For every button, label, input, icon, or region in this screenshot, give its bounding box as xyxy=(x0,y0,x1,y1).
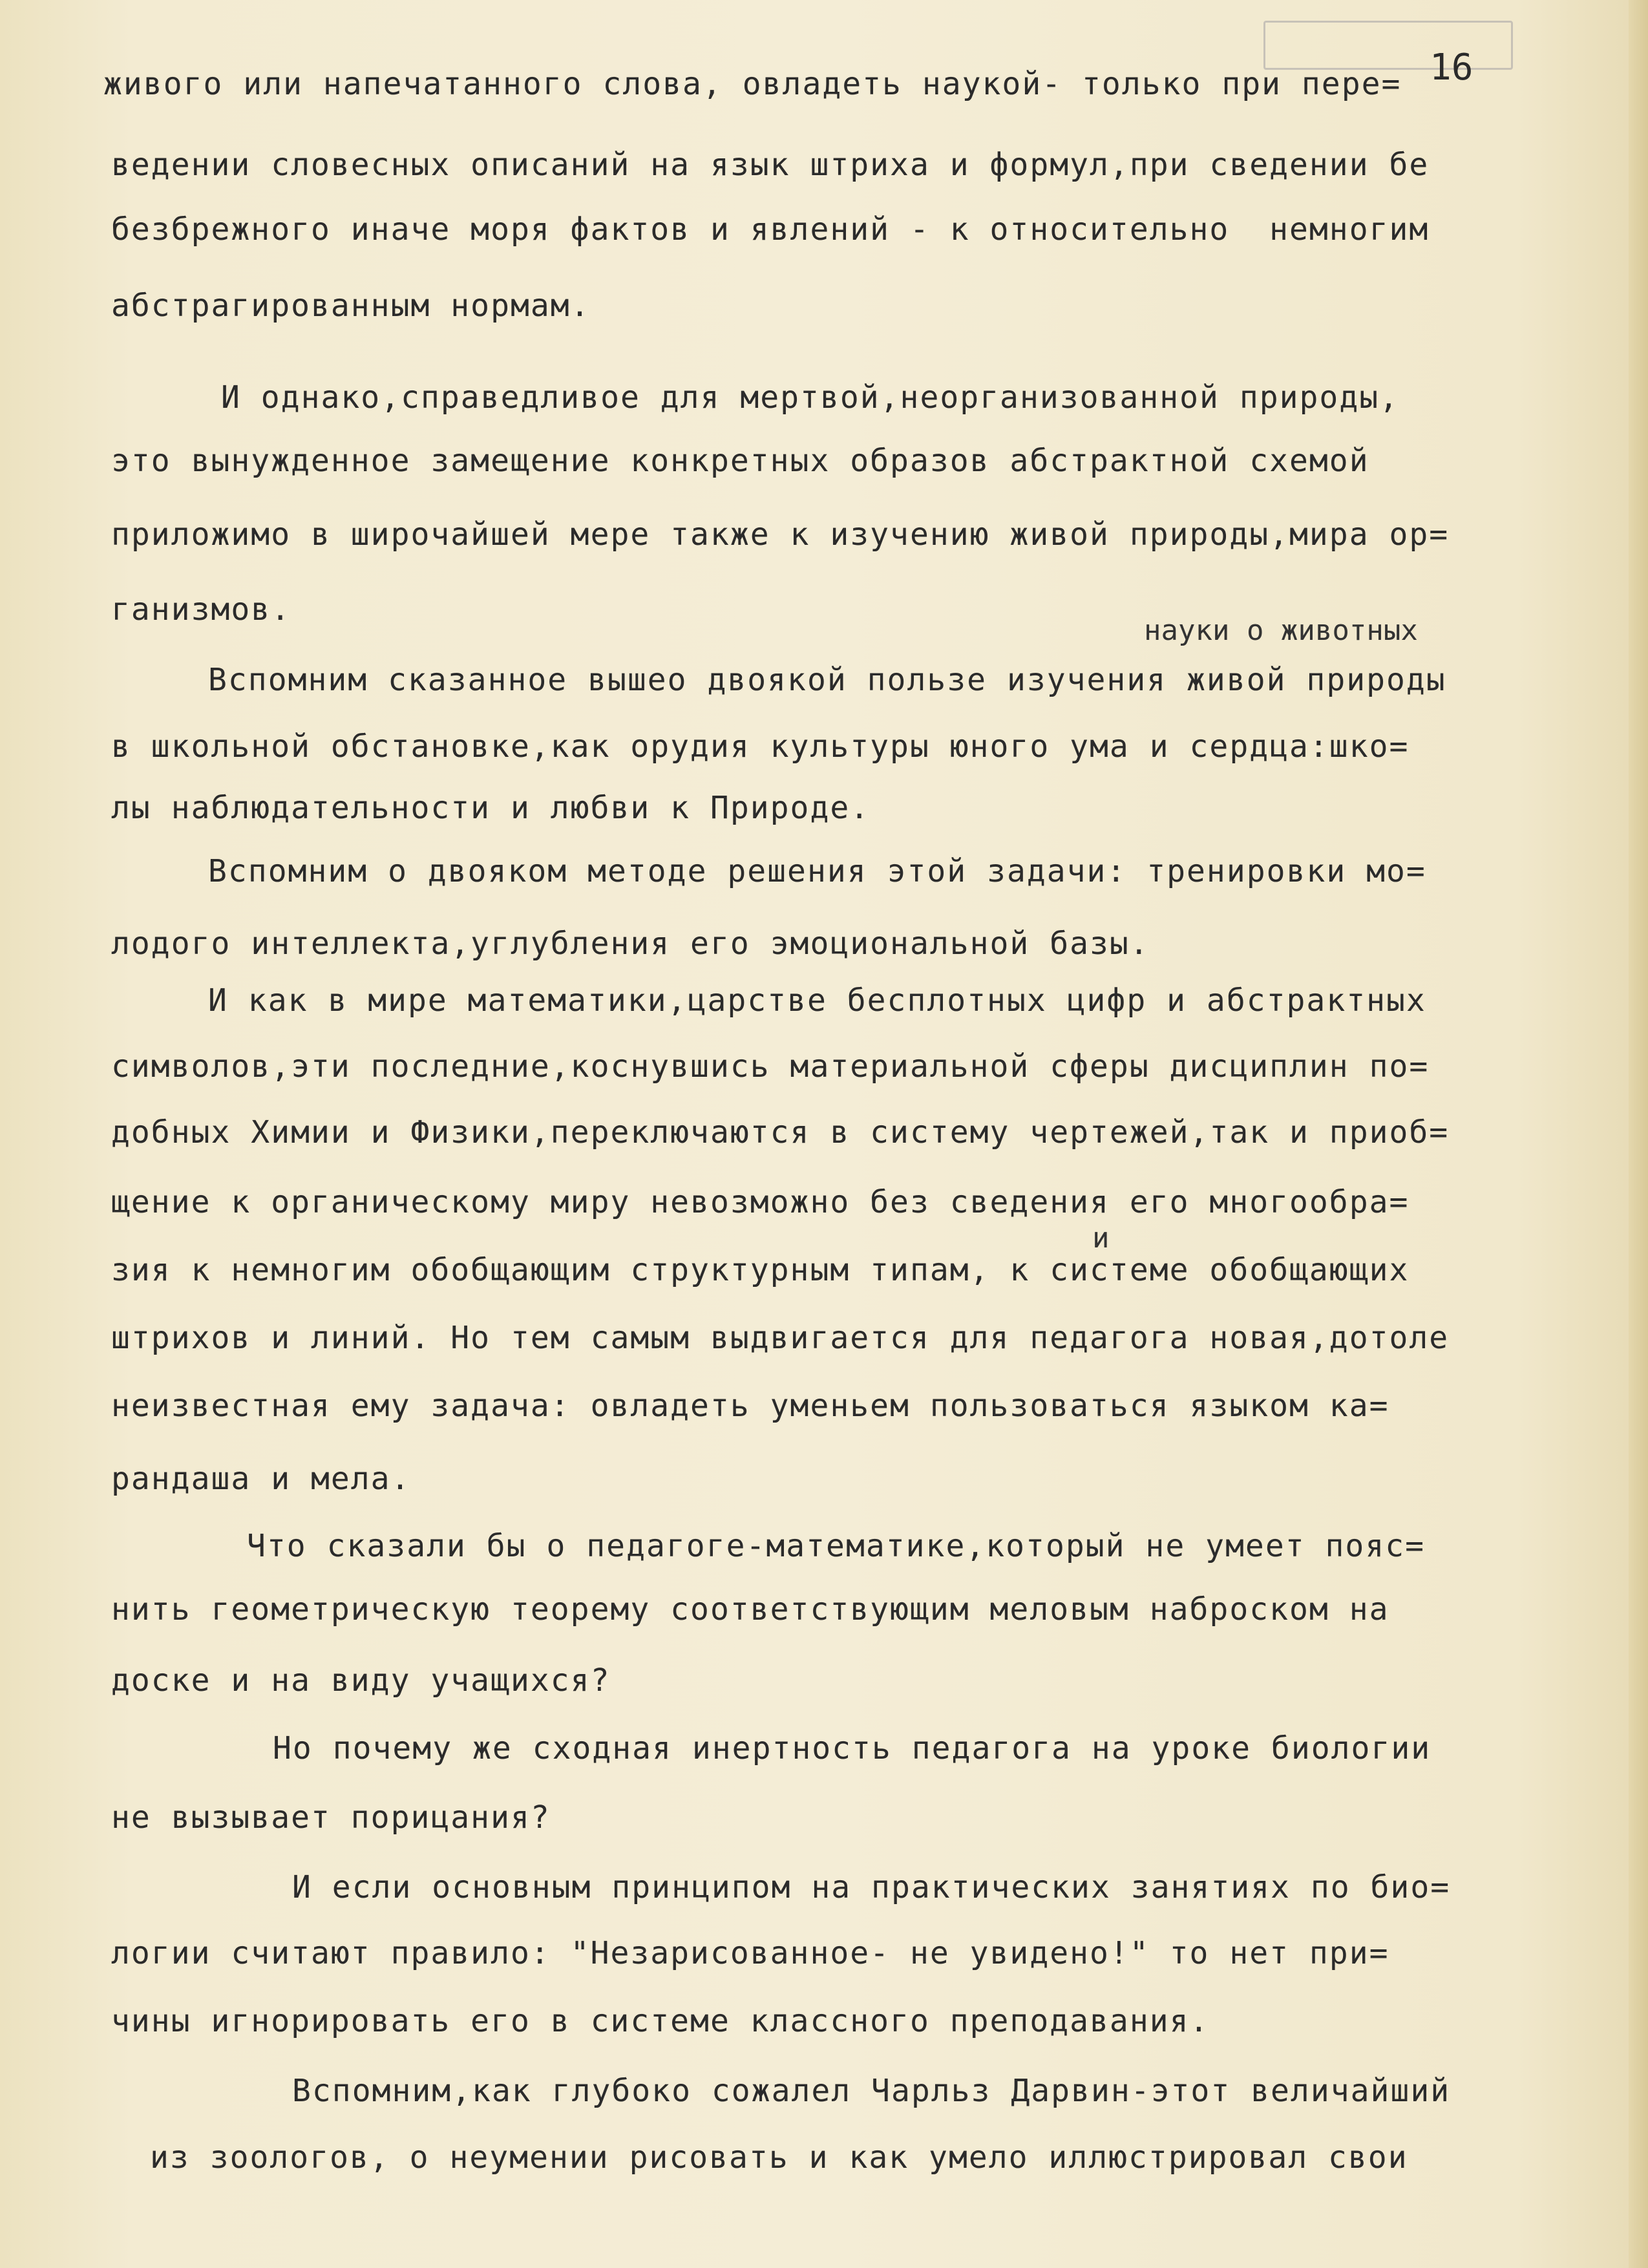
text-line: символов,эти последние,коснувшись материальной сферы дисциплин по= xyxy=(111,1048,1430,1085)
text-line: логии считают правило: "Незарисованное- не увидено!" то нет при= xyxy=(111,1935,1389,1971)
text-line: Но почему же сходная инертность педагога на уроке биологии xyxy=(273,1730,1431,1766)
text-line: лы наблюдательности и любви к Природе. xyxy=(111,790,871,826)
text-line: штрихов и линий. Но тем самым выдвигается для педагога новая,дотоле xyxy=(111,1320,1450,1356)
text-line: приложимо в широчайшей мере также к изучению живой природы,мира ор= xyxy=(111,516,1450,553)
text-line: чины игнорировать его в системе классного преподавания. xyxy=(111,2003,1210,2039)
text-line: И как в мире математики,царстве бесплотных цифр и абстрактных xyxy=(208,982,1426,1019)
text-line: щение к органическому миру невозможно без сведения его многообра= xyxy=(111,1184,1410,1220)
text-line: абстрагированным нормам. xyxy=(111,288,591,324)
text-line: И если основным принципом на практических занятиях по био= xyxy=(292,1869,1451,1905)
text-line: Вспомним сказанное вышео двоякой пользе изучения живой природы xyxy=(208,662,1446,698)
text-line: Вспомним о двояком методе решения этой задачи: тренировки мо= xyxy=(208,853,1426,889)
text-line: рандаша и мела. xyxy=(111,1461,411,1497)
text-line: ганизмов. xyxy=(111,591,291,628)
text-line: зия к немногим обобщающим структурным типам, к системе обобщающих xyxy=(111,1252,1410,1288)
text-line: в школьной обстановке,как орудия культуры юного ума и сердца:шко= xyxy=(111,728,1410,765)
text-line: неизвестная ему задача: овладеть уменьем пользоваться языком ка= xyxy=(111,1388,1389,1424)
text-line: это вынужденное замещение конкретных образов абстрактной схемой xyxy=(111,443,1369,479)
text-line: не вызывает порицания? xyxy=(111,1799,551,1836)
text-line: добных Химии и Физики,переключаются в систему чертежей,так и приоб= xyxy=(111,1114,1450,1150)
text-line: И однако,справедливое для мертвой,неорганизованной природы, xyxy=(221,379,1400,416)
handwritten-insertion: и xyxy=(1092,1222,1110,1255)
text-line: нить геометрическую теорему соответствующим меловым наброском на xyxy=(111,1591,1389,1627)
text-line: Вспомним,как глубоко сожалел Чарльз Дарвин-этот величайший xyxy=(292,2073,1451,2109)
handwritten-insertion: науки о животных xyxy=(1144,614,1418,647)
text-line: доске и на виду учащихся? xyxy=(111,1662,611,1699)
page-number: 16 xyxy=(1430,47,1474,89)
text-line: ведении словесных описаний на язык штриха и формул,при сведении бе xyxy=(111,147,1430,183)
text-line: Что сказали бы о педагоге-математике,который не умеет пояс= xyxy=(247,1528,1426,1564)
text-line: безбрежного иначе моря фактов и явлений - к относительно немногим xyxy=(111,211,1430,248)
text-line: лодого интеллекта,углубления его эмоциональной базы. xyxy=(111,926,1150,962)
text-line: из зоологов, о неумении рисовать и как умело иллюстрировал свои xyxy=(150,2139,1408,2176)
text-line: живого или напечатанного слова, овладеть наукой- только при пере= xyxy=(103,66,1402,102)
